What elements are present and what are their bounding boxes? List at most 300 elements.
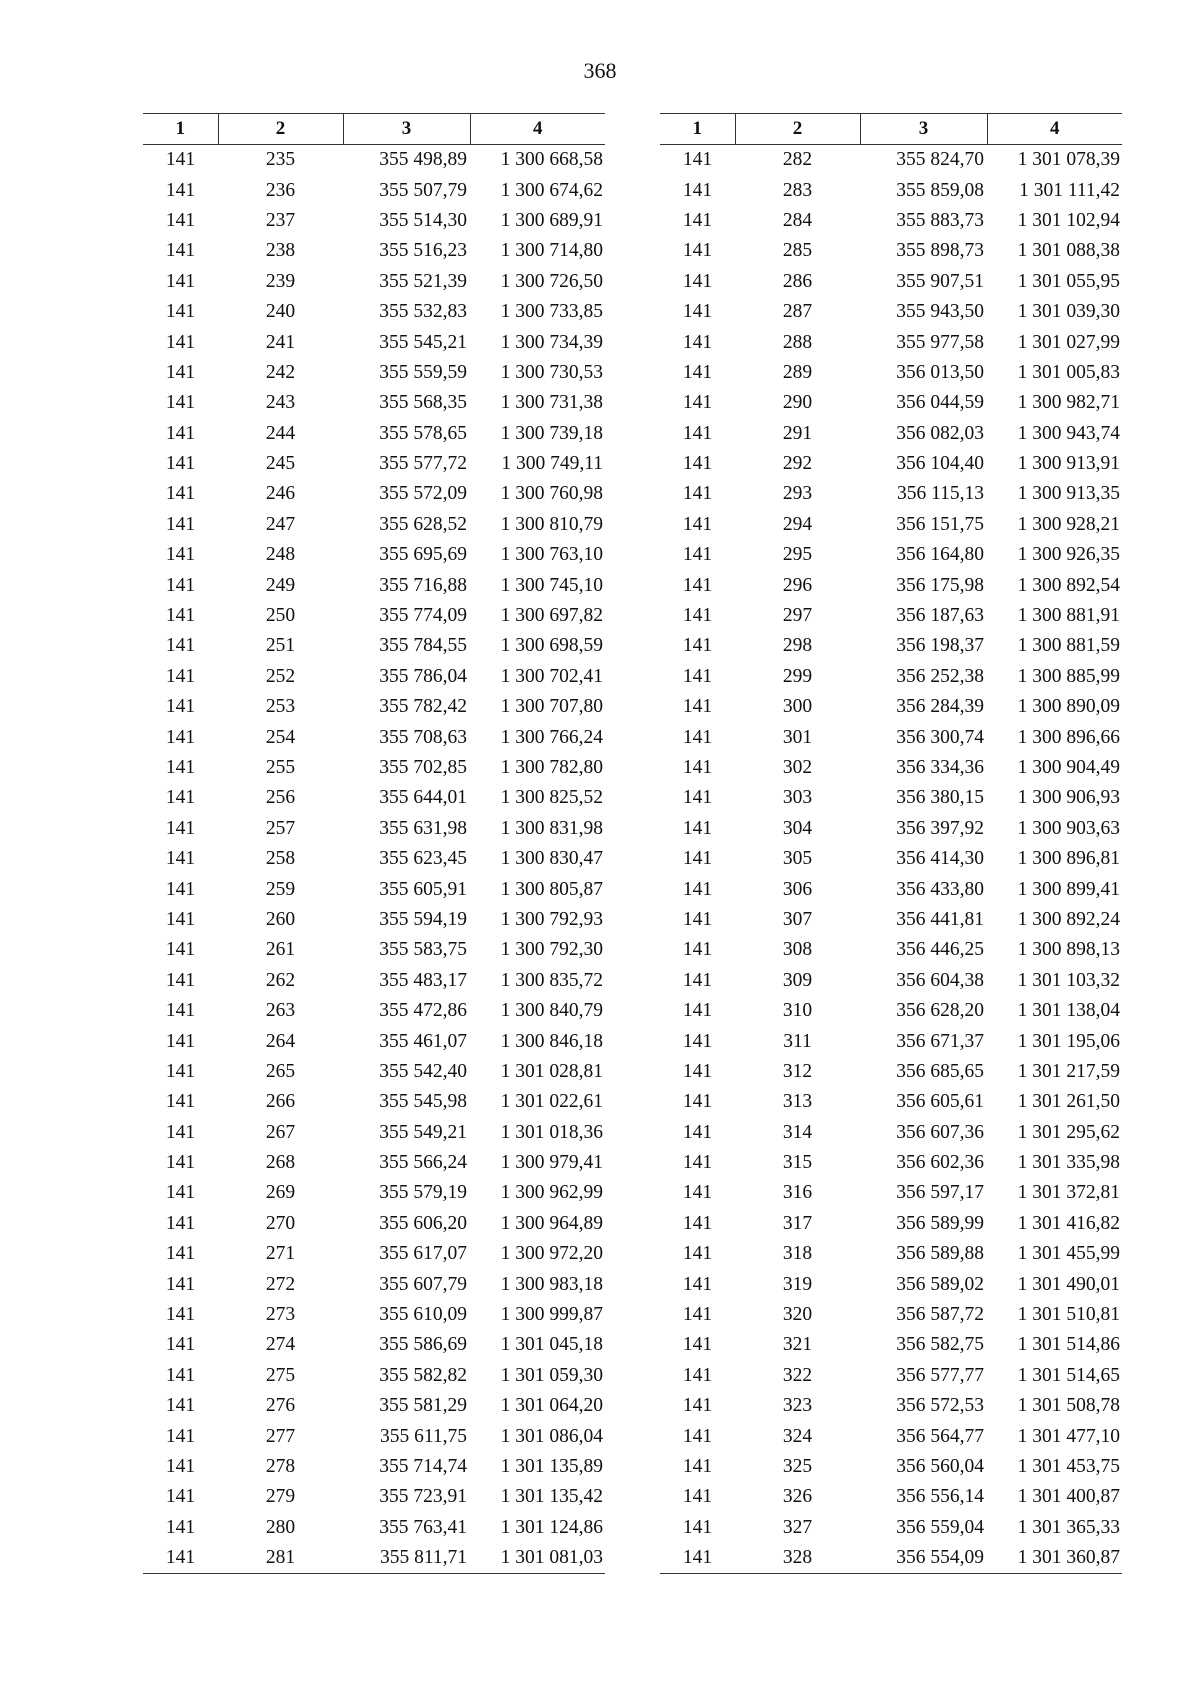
- contour-number-cell: 141: [165, 908, 196, 930]
- point-number-cell: 254: [265, 726, 296, 748]
- contour-number-cell: 141: [682, 361, 713, 383]
- x-coordinate-cell: 356 414,30: [896, 848, 984, 870]
- table-row: [660, 1026, 1122, 1056]
- y-coordinate-cell: 1 301 490,01: [1017, 1273, 1120, 1295]
- point-number-cell: 290: [782, 392, 813, 414]
- x-coordinate-cell: 356 587,72: [896, 1304, 984, 1326]
- x-coordinate-cell: 355 472,86: [379, 1000, 467, 1022]
- y-coordinate-cell: 1 300 792,93: [500, 908, 603, 930]
- x-coordinate-cell: 355 594,19: [379, 908, 467, 930]
- table-row: [660, 996, 1122, 1026]
- y-coordinate-cell: 1 300 906,93: [1017, 787, 1120, 809]
- y-coordinate-cell: 1 301 055,95: [1017, 270, 1120, 292]
- x-coordinate-cell: 355 577,72: [379, 453, 467, 475]
- x-coordinate-cell: 355 811,71: [343, 1543, 470, 1574]
- x-coordinate-cell: 356 589,99: [896, 1212, 984, 1234]
- table-row: [660, 601, 1122, 631]
- y-coordinate-cell: 1 301 360,87: [987, 1543, 1122, 1574]
- contour-number-cell: 141: [682, 817, 713, 839]
- table-row: [660, 540, 1122, 570]
- contour-number-cell: 141: [682, 605, 713, 627]
- point-number-cell: 278: [265, 1455, 296, 1477]
- x-coordinate-cell: 355 542,40: [379, 1060, 467, 1082]
- point-number-cell: 302: [782, 757, 813, 778]
- x-coordinate-cell: 356 589,88: [896, 1243, 984, 1265]
- point-number-cell: 257: [265, 817, 296, 839]
- contour-number-cell: 141: [165, 1516, 196, 1538]
- x-coordinate-cell: 355 708,63: [379, 726, 467, 748]
- contour-number-cell: 141: [165, 1364, 196, 1386]
- contour-number-cell: 141: [682, 908, 713, 930]
- contour-number-cell: 141: [682, 1273, 713, 1295]
- table-row: [660, 1361, 1122, 1391]
- point-number-cell: 325: [782, 1455, 813, 1477]
- point-number-cell: 250: [265, 605, 296, 627]
- table-row: [660, 1482, 1122, 1512]
- contour-number-cell: 141: [682, 574, 713, 596]
- x-coordinate-cell: 356 628,20: [896, 1000, 984, 1022]
- column-header-2: 2: [218, 114, 343, 145]
- point-number-cell: 315: [782, 1152, 813, 1174]
- x-coordinate-cell: 356 441,81: [896, 908, 984, 930]
- y-coordinate-cell: 1 300 668,58: [500, 149, 603, 171]
- point-number-cell: 294: [782, 513, 813, 535]
- point-number-cell: 240: [265, 301, 296, 323]
- contour-number-cell: 141: [682, 453, 713, 475]
- point-number-cell: 265: [265, 1060, 296, 1082]
- table-row: [660, 966, 1122, 996]
- contour-number-cell: 141: [682, 1060, 713, 1082]
- table-row: [660, 1178, 1122, 1208]
- y-coordinate-cell: 1 300 702,41: [500, 665, 603, 687]
- contour-number-cell: 141: [165, 1273, 196, 1295]
- table-row: [660, 935, 1122, 965]
- contour-number-cell: 141: [682, 1182, 713, 1204]
- table-row: [660, 419, 1122, 449]
- contour-number-cell: 141: [682, 544, 713, 566]
- table-row: [143, 966, 605, 996]
- contour-number-cell: 141: [682, 513, 713, 535]
- point-number-cell: 321: [782, 1334, 813, 1356]
- table-row: [143, 419, 605, 449]
- point-number-cell: 322: [782, 1364, 813, 1386]
- y-coordinate-cell: 1 301 028,81: [500, 1060, 603, 1082]
- contour-number-cell: 141: [682, 209, 713, 231]
- table-row: [143, 1269, 605, 1299]
- y-coordinate-cell: 1 300 698,59: [500, 635, 603, 657]
- column-header-2: 2: [735, 114, 860, 145]
- contour-number-cell: 141: [682, 635, 713, 657]
- table-row: [143, 145, 605, 176]
- table-header-row: [660, 114, 1122, 145]
- x-coordinate-cell: 356 671,37: [896, 1030, 984, 1052]
- y-coordinate-cell: 1 301 416,82: [1017, 1212, 1120, 1234]
- table-body-right: [660, 145, 1122, 1574]
- x-coordinate-cell: 356 151,75: [896, 513, 984, 535]
- contour-number-cell: 141: [682, 696, 713, 718]
- contour-number-cell: 141: [682, 1000, 713, 1022]
- table-row: [660, 1513, 1122, 1543]
- x-coordinate-cell: 355 716,88: [379, 574, 467, 596]
- point-number-cell: 280: [265, 1516, 296, 1538]
- point-number-cell: 323: [782, 1395, 813, 1417]
- contour-number-cell: 141: [165, 605, 196, 627]
- table-row: [660, 358, 1122, 388]
- x-coordinate-cell: 355 583,75: [379, 939, 467, 961]
- x-coordinate-cell: 355 507,79: [379, 179, 467, 201]
- table-header-row: [143, 114, 605, 145]
- point-number-cell: 309: [782, 969, 813, 991]
- table-row: [143, 996, 605, 1026]
- table-row: [143, 206, 605, 236]
- x-coordinate-cell: 355 521,39: [379, 270, 467, 292]
- y-coordinate-cell: 1 301 102,94: [1017, 209, 1120, 231]
- point-number-cell: 320: [782, 1304, 813, 1326]
- table-row: [143, 1057, 605, 1087]
- contour-number-cell: 141: [165, 544, 196, 566]
- table-row: [660, 1269, 1122, 1299]
- point-number-cell: 295: [782, 544, 813, 566]
- y-coordinate-cell: 1 300 928,21: [1017, 513, 1120, 535]
- point-number-cell: 241: [265, 331, 296, 353]
- point-number-cell: 264: [265, 1030, 296, 1052]
- y-coordinate-cell: 1 300 760,98: [500, 483, 603, 505]
- x-coordinate-cell: 355 898,73: [896, 240, 984, 262]
- x-coordinate-cell: 355 532,83: [379, 301, 467, 323]
- y-coordinate-cell: 1 301 135,89: [500, 1455, 603, 1477]
- point-number-cell: 326: [782, 1486, 813, 1508]
- table-row: [143, 1148, 605, 1178]
- table-row: [660, 1330, 1122, 1360]
- y-coordinate-cell: 1 301 111,42: [1019, 179, 1120, 201]
- point-number-cell: 303: [782, 787, 813, 809]
- point-number-cell: 246: [265, 483, 296, 505]
- contour-number-cell: 141: [682, 1334, 713, 1356]
- y-coordinate-cell: 1 301 022,61: [500, 1091, 603, 1113]
- y-coordinate-cell: 1 300 766,24: [500, 726, 603, 748]
- table-row: [143, 1178, 605, 1208]
- y-coordinate-cell: 1 300 846,18: [500, 1030, 603, 1052]
- x-coordinate-cell: 356 559,04: [896, 1516, 984, 1538]
- table-row: [143, 1087, 605, 1117]
- y-coordinate-cell: 1 301 195,06: [1017, 1030, 1120, 1052]
- x-coordinate-cell: 355 545,21: [379, 331, 467, 353]
- contour-number-cell: 141: [165, 1334, 196, 1356]
- table-row: [143, 1482, 605, 1512]
- y-coordinate-cell: 1 300 999,87: [500, 1304, 603, 1326]
- point-number-cell: 297: [782, 605, 813, 627]
- point-number-cell: 239: [265, 270, 296, 292]
- y-coordinate-cell: 1 301 045,18: [500, 1334, 603, 1356]
- y-coordinate-cell: 1 300 972,20: [500, 1243, 603, 1265]
- x-coordinate-cell: 356 446,25: [896, 939, 984, 961]
- table-row: [660, 662, 1122, 692]
- contour-number-cell: 141: [165, 574, 196, 596]
- x-coordinate-cell: 355 606,20: [379, 1212, 467, 1234]
- y-coordinate-cell: 1 300 805,87: [500, 878, 603, 900]
- contour-number-cell: 141: [682, 757, 713, 778]
- column-header-4: 4: [470, 114, 605, 145]
- y-coordinate-cell: 1 301 027,99: [1017, 331, 1120, 353]
- contour-number-cell: 141: [165, 1060, 196, 1082]
- y-coordinate-cell: 1 300 731,38: [500, 392, 603, 414]
- table-row: [660, 814, 1122, 844]
- y-coordinate-cell: 1 301 477,10: [1017, 1425, 1120, 1447]
- x-coordinate-cell: 355 977,58: [896, 331, 984, 353]
- point-number-cell: 275: [265, 1364, 296, 1386]
- y-coordinate-cell: 1 301 086,04: [500, 1425, 603, 1447]
- x-coordinate-cell: 355 579,19: [379, 1182, 467, 1204]
- point-number-cell: 236: [265, 179, 296, 201]
- contour-number-cell: 141: [165, 1304, 196, 1326]
- table-row: [143, 540, 605, 570]
- point-number-cell: 277: [265, 1425, 296, 1447]
- contour-number-cell: 141: [682, 665, 713, 687]
- table-row: [143, 449, 605, 479]
- point-number-cell: 316: [782, 1182, 813, 1204]
- point-number-cell: 300: [782, 696, 813, 718]
- table-row: [143, 905, 605, 935]
- point-number-cell: 260: [265, 908, 296, 930]
- contour-number-cell: 141: [682, 1304, 713, 1326]
- contour-number-cell: 141: [682, 392, 713, 414]
- contour-number-cell: 141: [165, 969, 196, 991]
- table-row: [660, 1543, 1122, 1574]
- x-coordinate-cell: 355 784,55: [379, 635, 467, 657]
- point-number-cell: 258: [265, 848, 296, 870]
- table-row: [143, 1361, 605, 1391]
- contour-number-cell: 141: [165, 1455, 196, 1477]
- x-coordinate-cell: 356 198,37: [896, 635, 984, 657]
- y-coordinate-cell: 1 300 831,98: [500, 817, 603, 839]
- table-row: [660, 905, 1122, 935]
- point-number-cell: 317: [782, 1212, 813, 1234]
- x-coordinate-cell: 355 516,23: [379, 240, 467, 262]
- contour-number-cell: 141: [165, 422, 196, 444]
- table-row: [143, 388, 605, 418]
- contour-number-cell: 141: [165, 1182, 196, 1204]
- point-number-cell: 248: [265, 544, 296, 566]
- table-row: [143, 874, 605, 904]
- x-coordinate-cell: 355 572,09: [379, 483, 467, 505]
- x-coordinate-cell: 355 514,30: [379, 209, 467, 231]
- table-row: [660, 692, 1122, 722]
- table-row: [660, 1118, 1122, 1148]
- contour-number-cell: 141: [165, 878, 196, 900]
- x-coordinate-cell: 355 607,79: [379, 1273, 467, 1295]
- table-row: [143, 844, 605, 874]
- point-number-cell: 243: [265, 392, 296, 414]
- y-coordinate-cell: 1 300 689,91: [500, 209, 603, 231]
- contour-number-cell: 141: [165, 787, 196, 809]
- x-coordinate-cell: 355 483,17: [379, 969, 467, 991]
- y-coordinate-cell: 1 300 903,63: [1017, 817, 1120, 839]
- x-coordinate-cell: 356 589,02: [896, 1273, 984, 1295]
- x-coordinate-cell: 356 602,36: [896, 1152, 984, 1174]
- y-coordinate-cell: 1 301 372,81: [1017, 1182, 1120, 1204]
- y-coordinate-cell: 1 301 138,04: [1017, 1000, 1120, 1022]
- column-header-1: 1: [660, 114, 735, 145]
- point-number-cell: 289: [782, 361, 813, 383]
- table-row: [660, 510, 1122, 540]
- y-coordinate-cell: 1 300 979,41: [500, 1152, 603, 1174]
- contour-number-cell: 141: [660, 1543, 735, 1574]
- table-row: [143, 753, 605, 783]
- point-number-cell: 273: [265, 1304, 296, 1326]
- table-row: [143, 1300, 605, 1330]
- x-coordinate-cell: 356 300,74: [896, 726, 984, 748]
- point-number-cell: 293: [782, 483, 813, 505]
- y-coordinate-cell: 1 301 059,30: [500, 1364, 603, 1386]
- x-coordinate-cell: 355 610,09: [379, 1304, 467, 1326]
- y-coordinate-cell: 1 301 261,50: [1017, 1091, 1120, 1113]
- table-row: [143, 1513, 605, 1543]
- contour-number-cell: 141: [682, 1364, 713, 1386]
- point-number-cell: 282: [782, 149, 813, 171]
- y-coordinate-cell: 1 300 810,79: [500, 513, 603, 535]
- x-coordinate-cell: 355 461,07: [379, 1030, 467, 1052]
- column-header-3: 3: [343, 114, 470, 145]
- table-row: [660, 297, 1122, 327]
- y-coordinate-cell: 1 301 018,36: [500, 1121, 603, 1143]
- table-row: [143, 935, 605, 965]
- table-row: [143, 236, 605, 266]
- point-number-cell: 296: [782, 574, 813, 596]
- table-row: [143, 1391, 605, 1421]
- table-row: [660, 327, 1122, 357]
- y-coordinate-cell: 1 300 739,18: [500, 422, 603, 444]
- x-coordinate-cell: 355 582,82: [379, 1364, 467, 1386]
- contour-number-cell: 141: [165, 696, 196, 718]
- table-row: [143, 570, 605, 600]
- table-row: [143, 1026, 605, 1056]
- x-coordinate-cell: 355 824,70: [896, 149, 984, 171]
- contour-number-cell: 141: [165, 726, 196, 748]
- point-number-cell: 272: [265, 1273, 296, 1295]
- y-coordinate-cell: 1 301 064,20: [500, 1395, 603, 1417]
- contour-number-cell: 141: [165, 240, 196, 262]
- y-coordinate-cell: 1 300 763,10: [500, 544, 603, 566]
- contour-number-cell: 141: [165, 1486, 196, 1508]
- y-coordinate-cell: 1 300 899,41: [1017, 878, 1120, 900]
- x-coordinate-cell: 356 577,77: [896, 1364, 984, 1386]
- table-row: [143, 479, 605, 509]
- point-number-cell: 266: [265, 1091, 296, 1113]
- y-coordinate-cell: 1 301 514,65: [1017, 1364, 1120, 1386]
- x-coordinate-cell: 355 723,91: [379, 1486, 467, 1508]
- contour-number-cell: 141: [682, 1212, 713, 1234]
- table-row: [143, 1421, 605, 1451]
- y-coordinate-cell: 1 300 896,66: [1017, 726, 1120, 748]
- x-coordinate-cell: 356 433,80: [896, 878, 984, 900]
- y-coordinate-cell: 1 300 674,62: [500, 179, 603, 201]
- y-coordinate-cell: 1 301 124,86: [500, 1516, 603, 1538]
- point-number-cell: 324: [782, 1425, 813, 1447]
- contour-number-cell: 141: [682, 969, 713, 991]
- contour-number-cell: 141: [165, 1000, 196, 1022]
- contour-number-cell: 141: [165, 301, 196, 323]
- point-number-cell: 245: [265, 453, 296, 475]
- point-number-cell: 285: [782, 240, 813, 262]
- table-row: [660, 1391, 1122, 1421]
- x-coordinate-cell: 355 498,89: [379, 149, 467, 171]
- contour-number-cell: 141: [165, 1425, 196, 1447]
- point-number-cell: 256: [265, 787, 296, 809]
- point-number-cell: 281: [218, 1543, 343, 1574]
- x-coordinate-cell: 355 568,35: [379, 392, 467, 414]
- y-coordinate-cell: 1 300 892,54: [1017, 574, 1120, 596]
- point-number-cell: 311: [783, 1030, 812, 1052]
- table-row: [660, 1087, 1122, 1117]
- point-number-cell: 238: [265, 240, 296, 262]
- y-coordinate-cell: 1 300 707,80: [500, 696, 603, 718]
- point-number-cell: 313: [782, 1091, 813, 1113]
- point-number-cell: 251: [265, 635, 296, 657]
- table-row: [143, 692, 605, 722]
- y-coordinate-cell: 1 300 749,11: [501, 453, 603, 475]
- table-row: [660, 175, 1122, 205]
- table-row: [660, 388, 1122, 418]
- contour-number-cell: 141: [682, 939, 713, 961]
- point-number-cell: 310: [782, 1000, 813, 1022]
- column-header-4: 4: [987, 114, 1122, 145]
- contour-number-cell: 141: [682, 1395, 713, 1417]
- point-number-cell: 287: [782, 301, 813, 323]
- point-number-cell: 267: [265, 1121, 296, 1143]
- contour-number-cell: 141: [165, 1030, 196, 1052]
- contour-number-cell: 141: [165, 1395, 196, 1417]
- contour-number-cell: 141: [682, 1091, 713, 1113]
- y-coordinate-cell: 1 301 400,87: [1017, 1486, 1120, 1508]
- x-coordinate-cell: 355 883,73: [896, 209, 984, 231]
- point-number-cell: 268: [265, 1152, 296, 1174]
- y-coordinate-cell: 1 300 896,81: [1017, 848, 1120, 870]
- contour-number-cell: 141: [682, 422, 713, 444]
- contour-number-cell: 141: [165, 331, 196, 353]
- table-row: [143, 631, 605, 661]
- point-number-cell: 262: [265, 969, 296, 991]
- contour-number-cell: 141: [165, 361, 196, 383]
- contour-number-cell: 141: [165, 1152, 196, 1174]
- y-coordinate-cell: 1 300 881,59: [1017, 635, 1120, 657]
- x-coordinate-cell: 355 605,91: [379, 878, 467, 900]
- y-coordinate-cell: 1 300 943,74: [1017, 422, 1120, 444]
- contour-number-cell: 141: [165, 1212, 196, 1234]
- y-coordinate-cell: 1 301 455,99: [1017, 1243, 1120, 1265]
- point-number-cell: 314: [782, 1121, 813, 1143]
- x-coordinate-cell: 356 284,39: [896, 696, 984, 718]
- contour-number-cell: 141: [682, 1425, 713, 1447]
- y-coordinate-cell: 1 300 913,35: [1017, 483, 1120, 505]
- point-number-cell: 308: [782, 939, 813, 961]
- table-row: [660, 1209, 1122, 1239]
- contour-number-cell: 141: [682, 1516, 713, 1538]
- y-coordinate-cell: 1 301 295,62: [1017, 1121, 1120, 1143]
- table-row: [660, 206, 1122, 236]
- x-coordinate-cell: 356 572,53: [896, 1395, 984, 1417]
- table-row: [143, 601, 605, 631]
- contour-number-cell: 141: [682, 1152, 713, 1174]
- x-coordinate-cell: 356 605,61: [896, 1091, 984, 1113]
- y-coordinate-cell: 1 301 217,59: [1017, 1060, 1120, 1082]
- point-number-cell: 288: [782, 331, 813, 353]
- table-row: [660, 1239, 1122, 1269]
- point-number-cell: 252: [265, 665, 296, 687]
- contour-number-cell: 141: [165, 1121, 196, 1143]
- point-number-cell: 247: [265, 513, 296, 535]
- contour-number-cell: 141: [682, 1121, 713, 1143]
- table-row: [660, 783, 1122, 813]
